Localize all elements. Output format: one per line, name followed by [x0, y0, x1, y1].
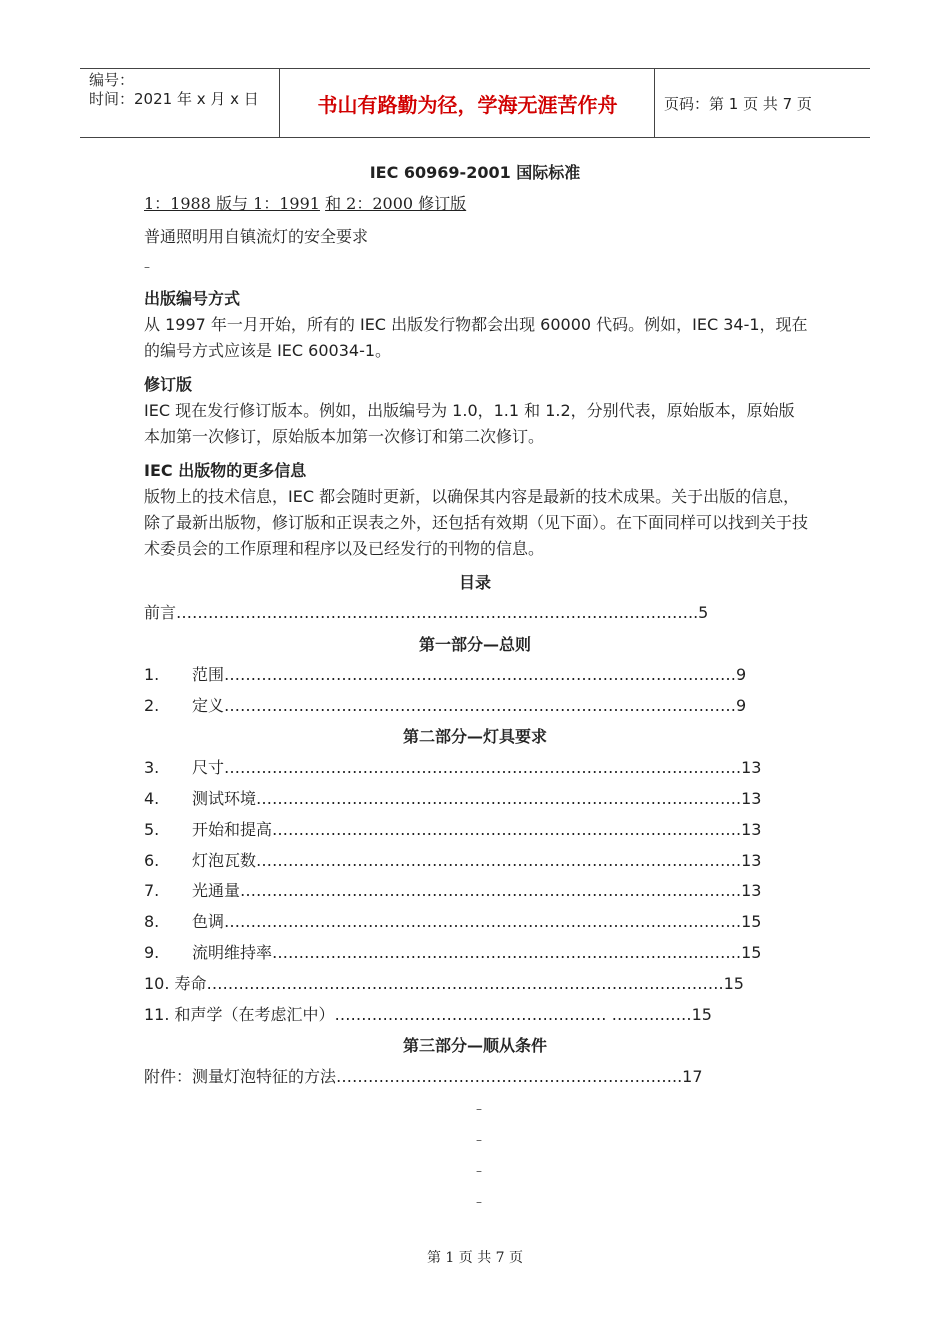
toc-item-text: 范围……………………………………………………………………………………9 [192, 665, 747, 684]
toc-item-7 [144, 878, 761, 901]
page-footer: 第 1 页 共 7 页 [426, 1250, 524, 1266]
toc-item-text: 灯泡瓦数……………………………………………………………………………….13 [192, 851, 762, 870]
toc-item-number: 7. [144, 881, 160, 900]
section-text-more-info: 版物上的技术信息，IEC 都会随时更新，以确保其内容是最新的技术成果。关于出版的信息，除了最新出版物，修订版和正误表之外，还包括有效期（见下面）。在下面同样可以找到关于技术委员会的工作原理和程序以及已经发行的刊物的信息。 [144, 487, 809, 558]
toc-item-number: 9. [144, 943, 160, 962]
header-meta-cell [80, 69, 280, 137]
toc-item-text: 尺寸…………………………………………………………………………………….13 [192, 758, 762, 777]
toc-item-text: 流明维持率…………………………………………………………………………….15 [192, 943, 762, 962]
toc-item-text: 测试环境……………………………………………………………………………….13 [192, 789, 762, 808]
toc-item-5 [144, 817, 761, 840]
toc-item-number: 1. [144, 665, 160, 684]
toc-item-2 [144, 693, 746, 716]
toc-appendix: 附件：测量灯泡特征的方法………………………………………………………..17 [144, 1067, 703, 1086]
dash-mark: – [476, 1102, 482, 1116]
toc-item-3 [144, 755, 761, 778]
toc-item-text: 定义……………………………………………………………………………………9 [192, 696, 747, 715]
toc-item-4 [144, 786, 761, 809]
header-number-label: 编号： [89, 71, 135, 89]
header-motto: 书山有路勤为径，学海无涯苦作舟 [281, 69, 655, 137]
dash-mark: – [476, 1195, 482, 1209]
toc-preface: 前言……………………………………………………………………………………..5 [144, 603, 709, 622]
toc-item-11: 11. 和声学（在考虑汇中）…………………………………………… ……………15 [144, 1005, 712, 1024]
document-subtitle: 普通照明用自镇流灯的安全要求 [144, 227, 369, 246]
toc-part1-heading: 第一部分—总则 [418, 635, 531, 654]
toc-item-number: 3. [144, 758, 160, 777]
document-title: IEC 60969-2001 国际标准 [369, 163, 581, 182]
dash-mark: – [476, 1164, 482, 1178]
toc-item-1 [144, 662, 746, 685]
section-heading-numbering: 出版编号方式 [144, 289, 241, 308]
section-text-revision: IEC 现在发行修订版本。例如，出版编号为 1.0，1.1 和 1.2，分别代表，原始版本，原始版本加第一次修订，原始版本加第一次修订和第二次修订。 [144, 401, 795, 446]
header-time-label: 时间：2021 年 x 月 x 日 [89, 90, 259, 108]
section-heading-more-info: IEC 出版物的更多信息 [144, 461, 307, 480]
toc-item-9 [144, 940, 761, 963]
dash-mark: – [144, 260, 150, 274]
toc-item-number: 6. [144, 851, 160, 870]
document-header [80, 68, 870, 138]
toc-item-text: 光通量………………………………………………………………………………….13 [192, 881, 762, 900]
toc-item-number: 5. [144, 820, 160, 839]
toc-item-text: 开始和提高…………………………………………………………………………….13 [192, 820, 762, 839]
toc-item-6 [144, 848, 761, 871]
edition-line [144, 191, 466, 214]
toc-item-8 [144, 909, 761, 932]
dash-mark: – [476, 1133, 482, 1147]
toc-part2-heading: 第二部分—灯具要求 [402, 727, 547, 746]
toc-part3-heading: 第三部分—顺从条件 [402, 1036, 547, 1055]
header-page-info: 页码：第 1 页 共 7 页 [664, 94, 812, 113]
toc-item-number: 2. [144, 696, 160, 715]
edition-part2: 和 2：2000 修订版 [325, 194, 467, 213]
toc-item-number: 4. [144, 789, 160, 808]
section-text-numbering: 从 1997 年一月开始，所有的 IEC 出版发行物都会出现 60000 代码。例如，IEC 34-1，现在的编号方式应该是 IEC 60034-1。 [144, 315, 808, 360]
toc-heading: 目录 [458, 573, 491, 592]
toc-item-text: 色调…………………………………………………………………………………….15 [192, 912, 762, 931]
edition-part1: 1：1988 版与 1：1991 [144, 194, 320, 213]
section-heading-revision: 修订版 [144, 375, 193, 394]
toc-item-10: 10. 寿命…………………………………………………………………………………….15 [144, 974, 744, 993]
toc-item-number: 8. [144, 912, 160, 931]
